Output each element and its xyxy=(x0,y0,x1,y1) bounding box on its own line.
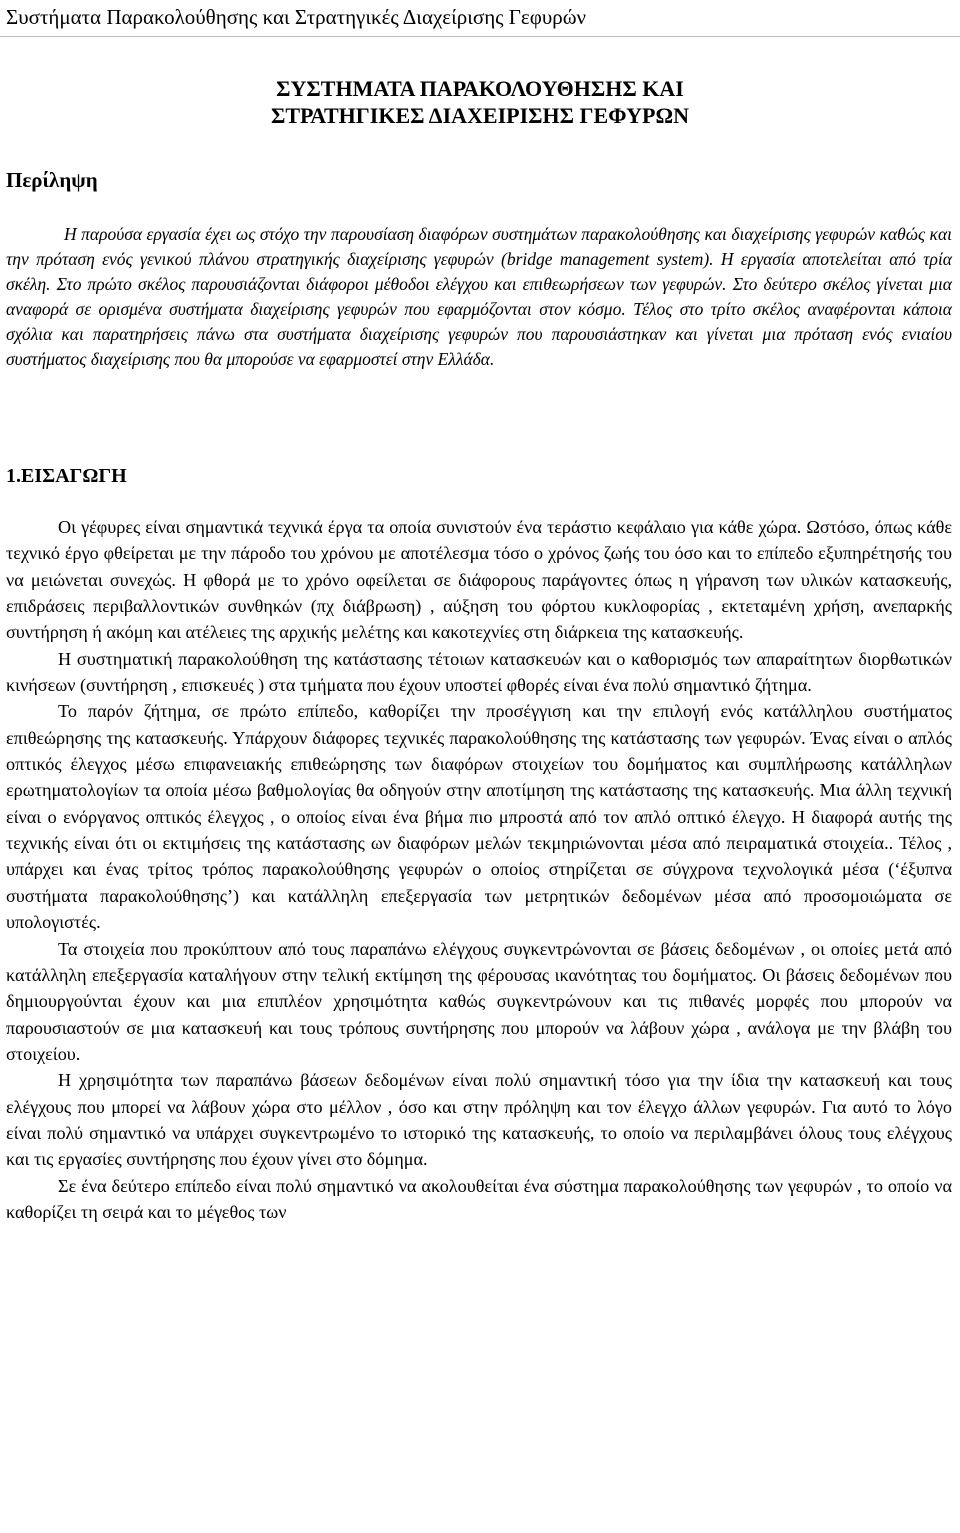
document-header-title: Συστήματα Παρακολούθησης και Στρατηγικές Διαχείρισης Γεφυρών xyxy=(6,5,587,29)
document-header-bar xyxy=(0,0,960,37)
abstract-paragraph: Η παρούσα εργασία έχει ως στόχο την παρουσίαση διαφόρων συστημάτων παρακολούθησης και διαχείρισης γεφυρών καθώς και την πρόταση ενός γενικού πλάνου στρατηγικής διαχείρισης γεφυρών (bridge management system). Η εργασία αποτελείται από τρία σκέλη. Στο πρώτο σκέλος παρουσιάζονται διάφοροι μέθοδοι ελέγχου και επιθεωρήσεων των γεφυρών. Στο δεύτερο σκέλος γίνεται μια αναφορά σε ορισμένα συστήματα διαχείρισης γεφυρών που εφαρμόζονται στον κόσμο. Τέλος στο τρίτο σκέλος αναφέρονται κάποια σχόλια και παρατηρήσεις πάνω στα συστήματα διαχείρισης γεφυρών που παρουσιάστηκαν και γίνεται μια πρόταση ενός ενιαίου συστήματος διαχείρισης που θα μπορούσε να εφαρμοστεί στην Ελλάδα. xyxy=(6,224,952,369)
body-paragraph-4: Τα στοιχεία που προκύπτουν από τους παραπάνω ελέγχους συγκεντρώνονται σε βάσεις δεδομένων , οι οποίες μετά από κατάλληλη επεξεργασία καταλήγουν στην τελική εκτίμηση της φέρουσας ικανότητας του δομήματος. Οι βάσεις δεδομένων που δημιουργούνται έχουν και μια επιπλέον χρησιμότητα καθώς συγκεντρώνουν και τις πιθανές μορφές που μπορούν να παρουσιαστούν σε μια κατασκευή και τους τρόπους συντήρησης που μπορούν να λάβουν χώρα , ανάλογα με την βλάβη του στοιχείου. xyxy=(6,938,952,1064)
document-title-line-1: ΣΥΣΤΗΜΑΤΑ ΠΑΡΑΚΟΛΟΥΘΗΣΗΣ ΚΑΙ xyxy=(276,76,684,101)
body-paragraph-3: Το παρόν ζήτημα, σε πρώτο επίπεδο, καθορίζει την προσέγγιση και την επιλογή ενός κατάλληλου συστήματος επιθεώρησης της κατασκευής. Υπάρχουν διάφορες τεχνικές παρακολούθησης της κατάστασης των γεφυρών. Ένας είναι ο απλός οπτικός έλεγχος μέσω επιφανειακής επιθεώρησης των διαφόρων στοιχείων του δομήματος και συμπλήρωσης κατάλληλων ερωτηματολογίων τα οποία μέσω βαθμολογίας θα οδηγούν στην αποτίμηση της κατάστασης της κατασκευής. Μια άλλη τεχνική είναι ο ενόργανος οπτικός έλεγχος , ο οποίος είναι ένα βήμα πιο μπροστά από τον απλό οπτικό έλεγχο. Η διαφορά αυτής της τεχνικής είναι ότι οι εκτιμήσεις της κατάστασης ων διαφόρων μελών τεκμηριώνονται μέσα από πειραματικά στοιχεία.. Τέλος , υπάρχει και ένας τρίτος τρόπος παρακολούθησης γεφυρών ο οποίος στηρίζεται σε σύγχρονα τεχνολογικά μέσα (‘έξυπνα συστήματα παρακολούθησης’) και κατάλληλη επεξεργασία των μετρητικών δεδομένων μέσα από προσομοιώματα σε υπολογιστές. xyxy=(6,701,952,933)
document-title-line-2: ΣΤΡΑΤΗΓΙΚΕΣ ΔΙΑΧΕΙΡΙΣΗΣ ΓΕΦΥΡΩΝ xyxy=(270,103,689,128)
body-paragraph-6: Σε ένα δεύτερο επίπεδο είναι πολύ σημαντικό να ακολουθείται ένα σύστημα παρακολούθησης των γεφυρών , το οποίο να καθορίζει τη σειρά και το μέγεθος των xyxy=(6,1175,952,1222)
body-paragraph-2: Η συστηματική παρακολούθηση της κατάστασης τέτοιων κατασκευών και ο καθορισμός των απαραίτητων διορθωτικών κινήσεων (συντήρηση , επισκευές ) στα τμήματα που έχουν υποστεί φθορές είναι ένα πολύ σημαντικό ζήτημα. xyxy=(6,648,952,696)
body-paragraph-1: Οι γέφυρες είναι σημαντικά τεχνικά έργα τα οποία συνιστούν ένα τεράστιο κεφάλαιο για κάθε χώρα. Ωστόσο, όπως κάθε τεχνικό έργο φθείρεται με την πάροδο του χρόνου με αποτέλεσμα τόσο ο χρόνος ζωής του όσο και το επίπεδο εξυπηρέτησής του να μειώνεται συνεχώς. Η φθορά με το χρόνο οφείλεται σε διάφορους παράγοντες όπως η γήρανση των υλικών κατασκευής, επιδράσεις περιβαλλοντικών συνθηκών (πχ διάβρωση) , αύξηση του φόρτου κυκλοφορίας , εκτεταμένη χρήση, ανεπαρκής συντήρηση ή ακόμη και ατέλειες της αρχικής μελέτης και κακοτεχνίες στη διάρκεια της κατασκευής. xyxy=(6,517,952,643)
abstract-block xyxy=(6,222,952,372)
document-title xyxy=(0,75,960,129)
abstract-heading: Περίληψη xyxy=(6,168,98,192)
section-heading-introduction: 1.ΕΙΣΑΓΩΓΗ xyxy=(6,465,127,487)
introduction-body xyxy=(6,514,952,1225)
body-paragraph-5: Η χρησιμότητα των παραπάνω βάσεων δεδομένων είναι πολύ σημαντική τόσο για την ίδια την κατασκευή και τους ελέγχους που μπορεί να λάβουν χώρα στο μέλλον , όσο και στην πρόληψη και τον έλεγχο άλλων γεφυρών. Για αυτό το λόγο είναι πολύ σημαντικό να υπάρχει συγκεντρωμένο το ιστορικό της κατασκευής, το οποίο να περιλαμβάνει όλους τους ελέγχους και τις εργασίες συντήρησης που έχουν γίνει στο δόμημα. xyxy=(6,1070,952,1170)
